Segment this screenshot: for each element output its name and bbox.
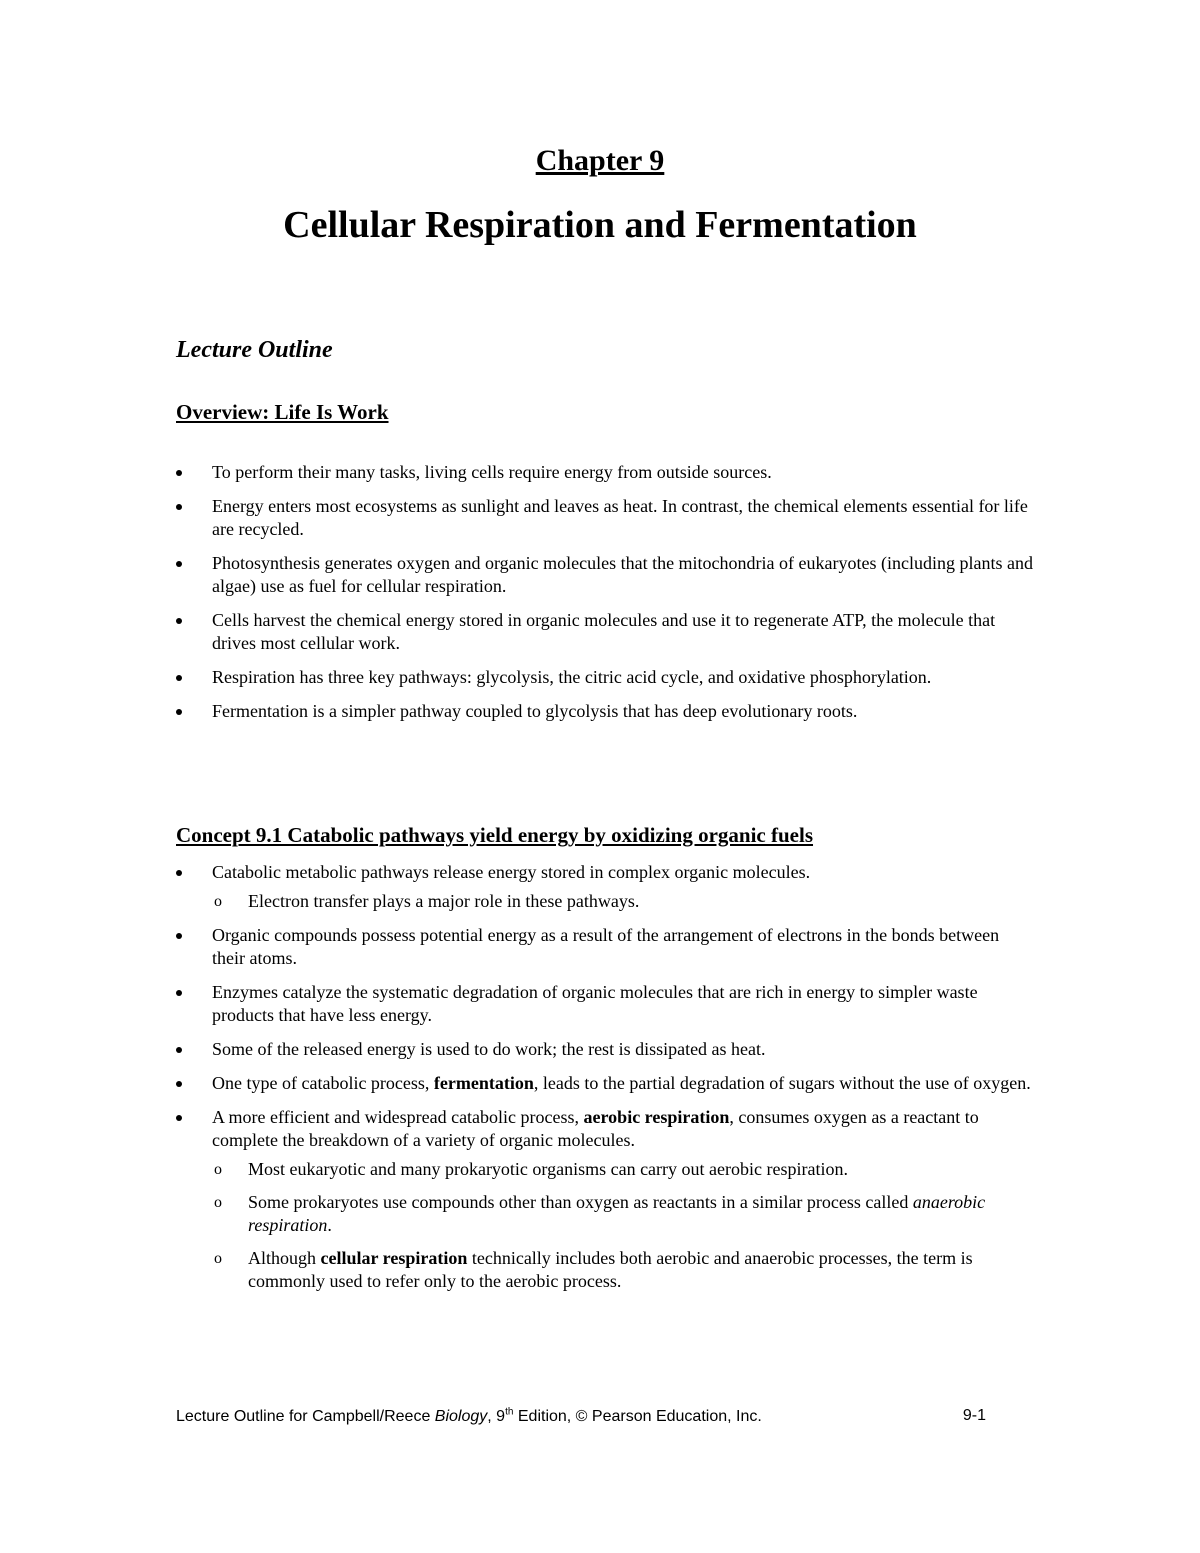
- bullet-text: Some of the released energy is used to do work; the rest is dissipated as heat.: [212, 1039, 766, 1059]
- list-item: [176, 1038, 1036, 1061]
- list-item: [176, 700, 1036, 723]
- bullet-icon: [176, 504, 182, 510]
- bullet-icon: [176, 470, 182, 476]
- list-item: [176, 495, 1036, 541]
- sub-list-item: [212, 1247, 1036, 1293]
- term-cellular-respiration: cellular respiration: [320, 1248, 468, 1268]
- term-fermentation: fermentation: [433, 1073, 534, 1093]
- bullet-icon: [176, 675, 182, 681]
- list-item: [176, 1106, 1036, 1293]
- sub-bullet-icon: o: [214, 1194, 222, 1211]
- bullet-icon: [176, 618, 182, 624]
- sub-bullet-text: Some prokaryotes use compounds other than oxygen as reactants in a similar process called anaerobic respiration.: [248, 1192, 986, 1235]
- bullet-icon: [176, 933, 182, 939]
- sub-bullet-icon: o: [214, 1161, 222, 1178]
- sub-bullet-text: Electron transfer plays a major role in these pathways.: [248, 891, 640, 911]
- list-item: [176, 609, 1036, 655]
- sub-list: [212, 890, 1036, 913]
- bullet-text: A more efficient and widespread catabolic process, aerobic respiration, consumes oxygen as a reactant to complete the breakdown of a variety of organic molecules.: [212, 1107, 979, 1150]
- bullet-icon: [176, 709, 182, 715]
- bullet-text: One type of catabolic process, fermentation, leads to the partial degradation of sugars without the use of oxygen.: [212, 1073, 1031, 1093]
- list-item: [176, 461, 1036, 484]
- sub-bullet-text: Although cellular respiration technically includes both aerobic and anaerobic processes, the term is commonly used to refer only to the aerobic process.: [248, 1248, 973, 1291]
- term-anaerobic-respiration: anaerobic respiration: [248, 1192, 986, 1235]
- document-title: Cellular Respiration and Fermentation: [283, 204, 917, 246]
- sub-list-item: [212, 890, 1036, 913]
- bullet-text: Fermentation is a simpler pathway coupled to glycolysis that has deep evolutionary roots.: [212, 701, 858, 721]
- bullet-text: To perform their many tasks, living cells require energy from outside sources.: [212, 462, 772, 482]
- overview-heading: Overview: Life Is Work: [176, 400, 389, 424]
- page-number: 9-1: [962, 1407, 986, 1424]
- list-item: [176, 861, 1036, 913]
- bullet-text: Respiration has three key pathways: glycolysis, the citric acid cycle, and oxidative phosphorylation.: [212, 667, 932, 687]
- sub-bullet-text: Most eukaryotic and many prokaryotic organisms can carry out aerobic respiration.: [248, 1159, 848, 1179]
- overview-bullet-list: [176, 461, 1036, 734]
- bullet-icon: [176, 561, 182, 567]
- list-item: [176, 1072, 1036, 1095]
- bullet-icon: [176, 1047, 182, 1053]
- bullet-text: Organic compounds possess potential energy as a result of the arrangement of electrons in the bonds between their atoms.: [212, 925, 1000, 968]
- concept-heading: Concept 9.1 Catabolic pathways yield energy by oxidizing organic fuels: [176, 823, 814, 847]
- footer-citation: Lecture Outline for Campbell/Reece Biology, 9th Edition, © Pearson Education, Inc.: [176, 1407, 762, 1426]
- bullet-text: Enzymes catalyze the systematic degradation of organic molecules that are rich in energy to simpler waste products that have less energy.: [212, 982, 978, 1025]
- concept-bullet-list: [176, 861, 1036, 1304]
- bullet-text: Cells harvest the chemical energy stored in organic molecules and use it to regenerate ATP, the molecule that drives most cellular work.: [212, 610, 996, 653]
- bullet-icon: [176, 1081, 182, 1087]
- bullet-text: Energy enters most ecosystems as sunlight and leaves as heat. In contrast, the chemical elements essential for life are recycled.: [212, 496, 1028, 539]
- sub-list-item: [212, 1158, 1036, 1181]
- sub-bullet-icon: o: [214, 893, 222, 910]
- sub-list-item: [212, 1191, 1036, 1237]
- term-aerobic-respiration: aerobic respiration: [583, 1107, 730, 1127]
- list-item: [176, 981, 1036, 1027]
- list-item: [176, 666, 1036, 689]
- sub-bullet-icon: o: [214, 1250, 222, 1267]
- chapter-heading: Chapter 9: [535, 144, 665, 177]
- bullet-text: Catabolic metabolic pathways release energy stored in complex organic molecules.: [212, 862, 811, 882]
- list-item: [176, 924, 1036, 970]
- bullet-icon: [176, 1115, 182, 1121]
- lecture-outline-heading: Lecture Outline: [176, 337, 333, 363]
- bullet-text: Photosynthesis generates oxygen and organic molecules that the mitochondria of eukaryotes (including plants and algae) use as fuel for cellular respiration.: [212, 553, 1033, 596]
- page-footer: [176, 1407, 986, 1426]
- bullet-icon: [176, 990, 182, 996]
- list-item: [176, 552, 1036, 598]
- sub-list: [212, 1158, 1036, 1293]
- bullet-icon: [176, 870, 182, 876]
